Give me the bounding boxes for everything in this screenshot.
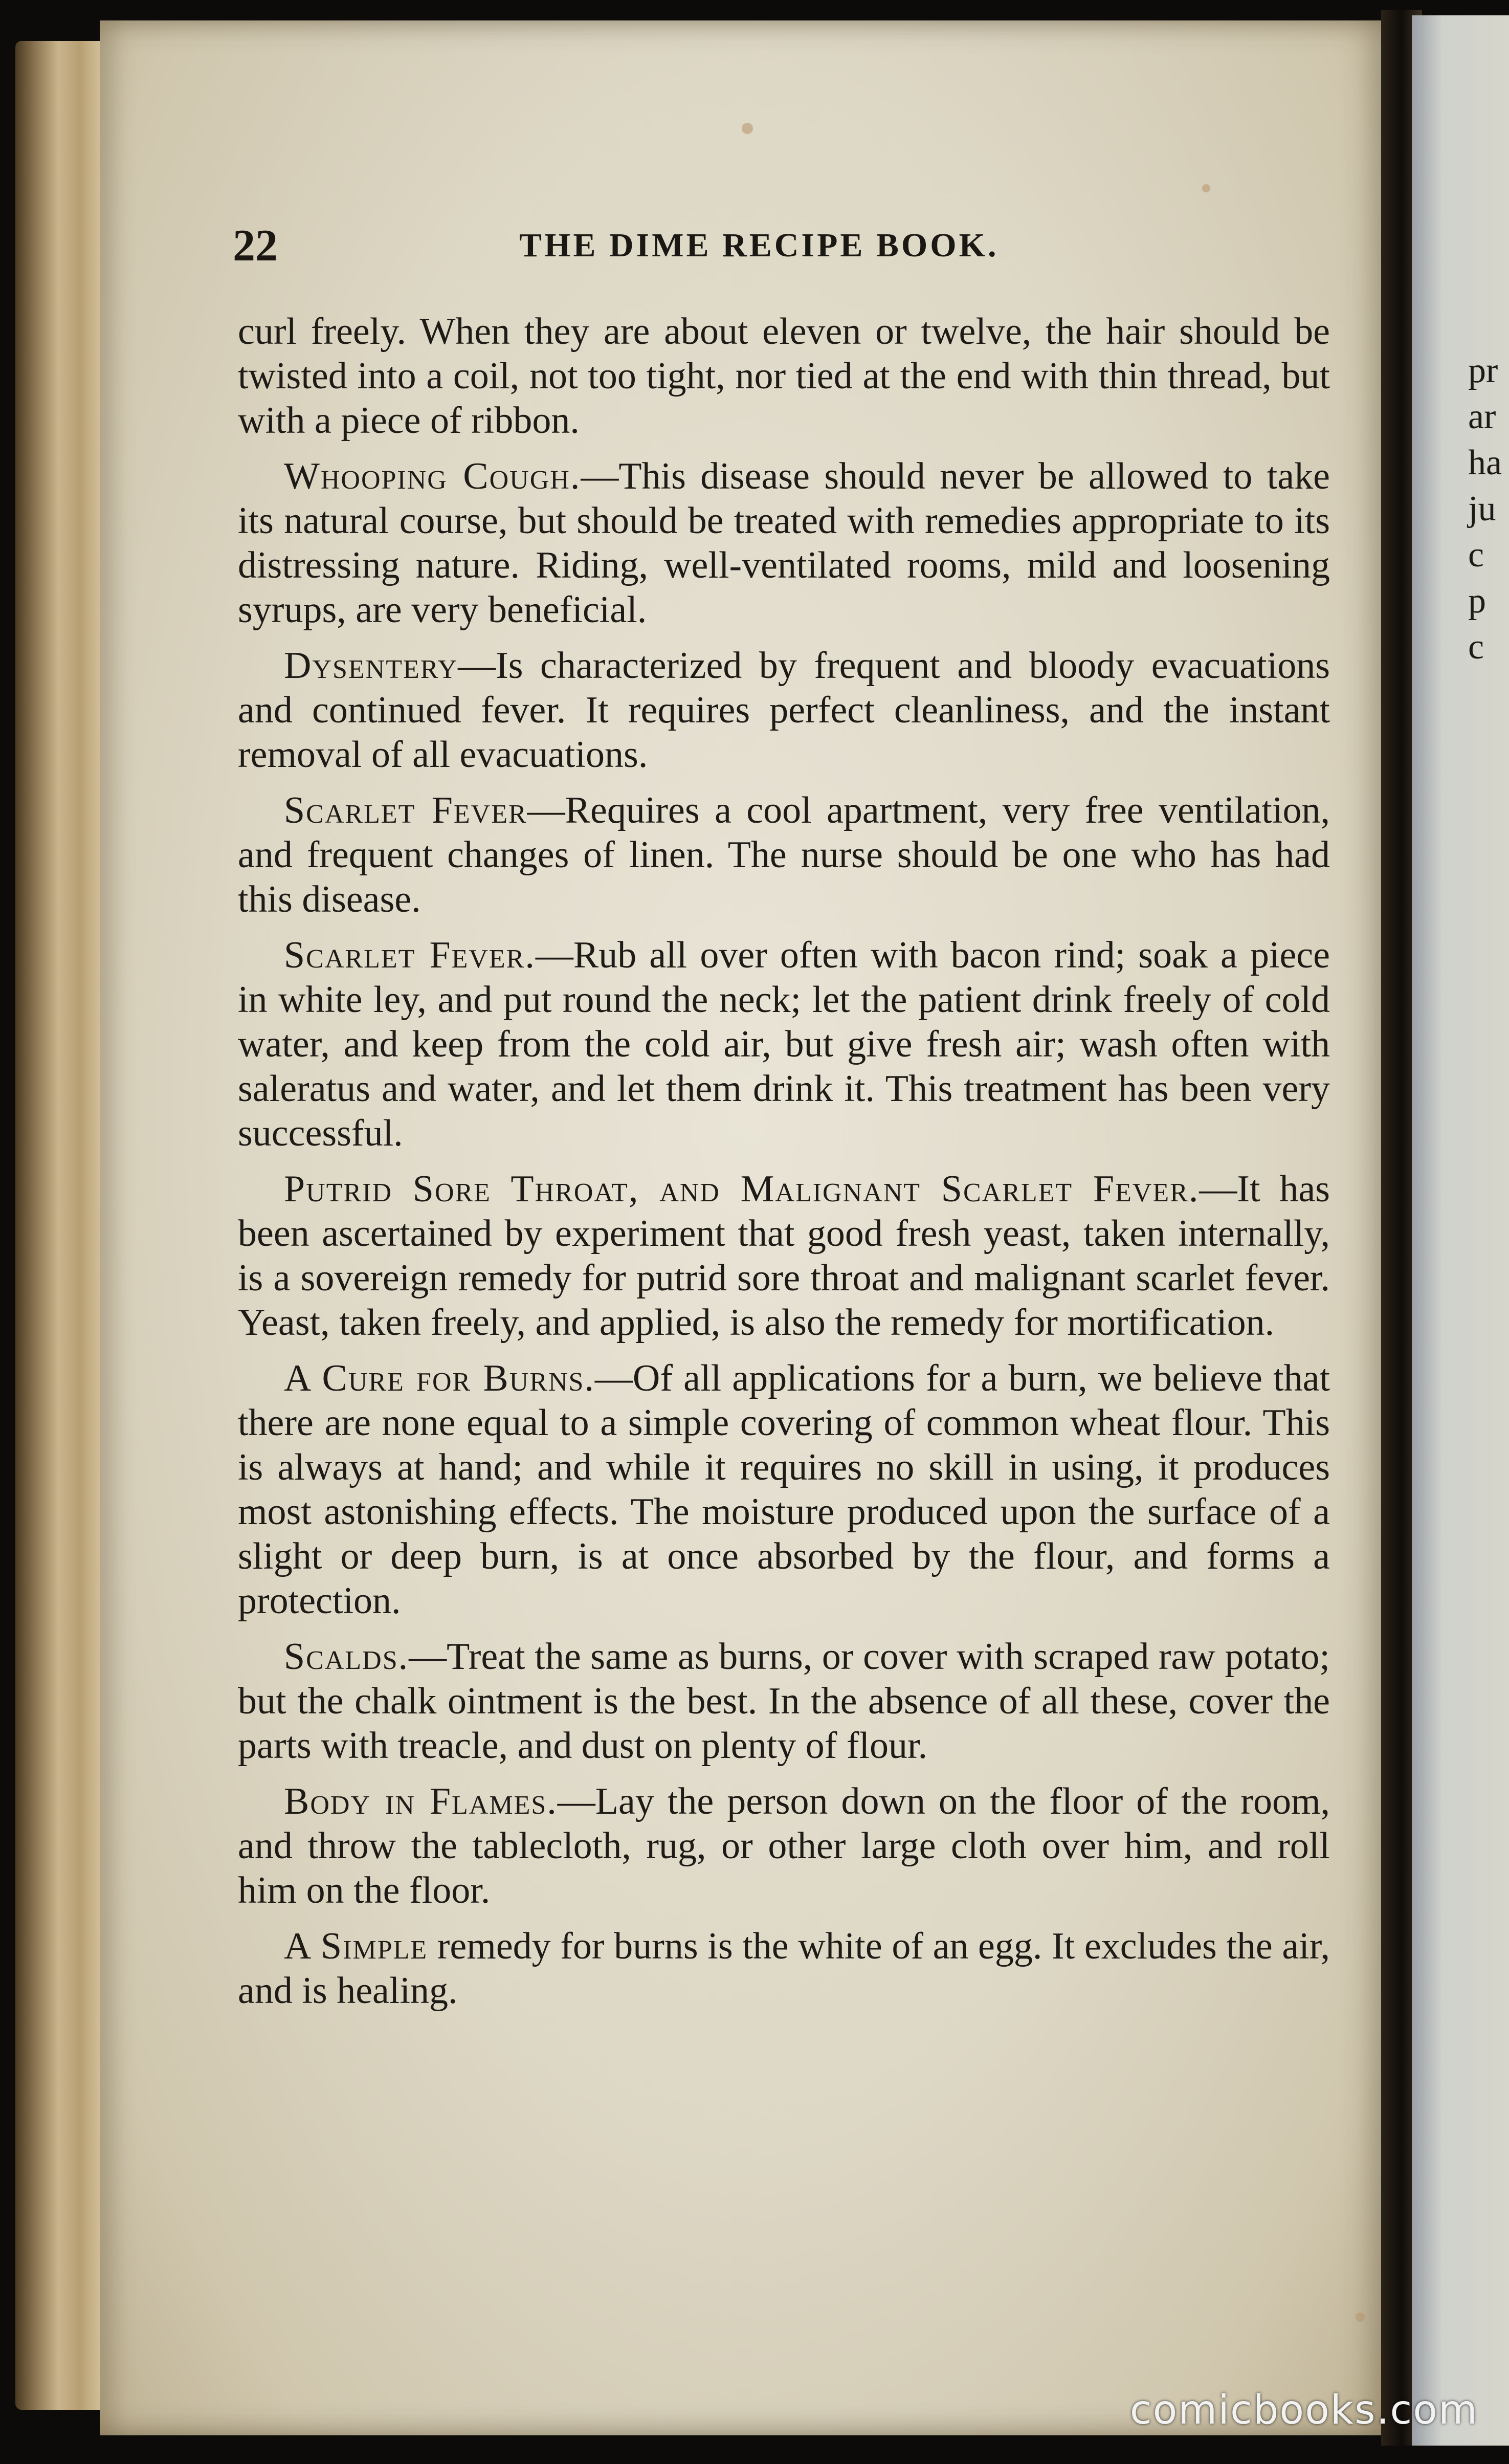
facing-page-fragment: ha [1468, 443, 1502, 482]
facing-page-fragment: p [1468, 581, 1486, 621]
paragraph-heading: A Cure for Burns. [284, 1357, 595, 1399]
page-header [233, 220, 1333, 276]
page-number: 22 [233, 221, 278, 271]
paragraph-text: —This disease should never be allowed to take its natural course, but should be treated with remedies appropriate to its distressing nature. Riding, well-ventilated rooms, mild and loosening syrups, are very beneficial. [238, 455, 1330, 631]
facing-page-fragment: ju [1468, 489, 1496, 529]
paragraph [238, 1167, 1330, 1345]
paragraph [238, 454, 1330, 632]
paragraph-heading: Dysentery [284, 645, 458, 687]
paragraph-text: —Is characterized by frequent and bloody evacuations and continued fever. It requires perfect cleanliness, and the instant removal of all evacuations. [238, 645, 1330, 776]
paragraph-text: —Lay the person down on the floor of the room, and throw the tablecloth, rug, or other large cloth over him, and roll him on the floor. [238, 1780, 1330, 1911]
paragraph-text: —Requires a cool apartment, very free ventilation, and frequent changes of linen. The nurse should be one who has had this disease. [238, 789, 1330, 920]
facing-page-fragment: ar [1468, 397, 1496, 436]
paragraph [238, 644, 1330, 777]
paragraph [238, 310, 1330, 443]
paragraph [238, 1356, 1330, 1623]
paragraph-text: —It has been ascertained by experiment that good fresh yeast, taken internally, is a sovereign remedy for putrid sore throat and malignant scarlet fever. Yeast, taken freely, and applied, is also the remedy for mortification. [238, 1168, 1330, 1344]
paragraph-text: remedy for burns is the white of an egg. It excludes the air, and is healing. [238, 1925, 1330, 2012]
paragraph-heading: A Simple [284, 1925, 428, 1967]
facing-page-fragment: c [1468, 535, 1484, 575]
paragraph [238, 1635, 1330, 1768]
paragraph-text: —Rub all over often with bacon rind; soak a piece in white ley, and put round the neck; let the patient drink freely of cold water, and keep from the cold air, but give fresh air; wash often with saleratus and water, and let them drink it. This treatment has been very successful. [238, 934, 1330, 1154]
paragraph [238, 1779, 1330, 1913]
site-watermark: comicbooks.com [1129, 2387, 1478, 2433]
paragraph-heading: Scarlet Fever. [284, 934, 536, 976]
paragraph-text: —Of all applications for a burn, we believe that there are none equal to a simple covering of common wheat flour. This is always at hand; and while it requires no skill in using, it produces most astonishing effects. The moisture produced upon the surface of a slight or deep burn, is at once absorbed by the flour, and forms a protection. [238, 1357, 1330, 1622]
page-body [238, 310, 1330, 2025]
paragraph [238, 1924, 1330, 2013]
paragraph-text: curl freely. When they are about eleven or twelve, the hair should be twisted into a coil, not too tight, nor tied at the end with thin thread, but with a piece of ribbon. [238, 311, 1330, 442]
paragraph-heading: Scarlet Fever [284, 789, 527, 831]
facing-page-fragment: c [1468, 627, 1484, 667]
paragraph-text: —Treat the same as burns, or cover with scraped raw potato; but the chalk ointment is the best. In the absence of all these, cover the parts with treacle, and dust on plenty of flour. [238, 1636, 1330, 1767]
foxing-spot [742, 123, 753, 134]
facing-page [1412, 15, 1509, 2446]
running-head: THE DIME RECIPE BOOK. [519, 227, 999, 264]
foxing-spot [1202, 184, 1210, 192]
paragraph-heading: Scalds. [284, 1636, 409, 1678]
paragraph [238, 788, 1330, 922]
foxing-spot [1356, 2313, 1365, 2322]
paragraph [238, 933, 1330, 1156]
facing-page-fragment: pr [1468, 351, 1498, 390]
paragraph-heading: Body in Flames. [284, 1780, 558, 1822]
paragraph-heading: Putrid Sore Throat, and Malignant Scarlet Fever. [284, 1168, 1200, 1210]
paragraph-heading: Whooping Cough. [284, 455, 581, 497]
